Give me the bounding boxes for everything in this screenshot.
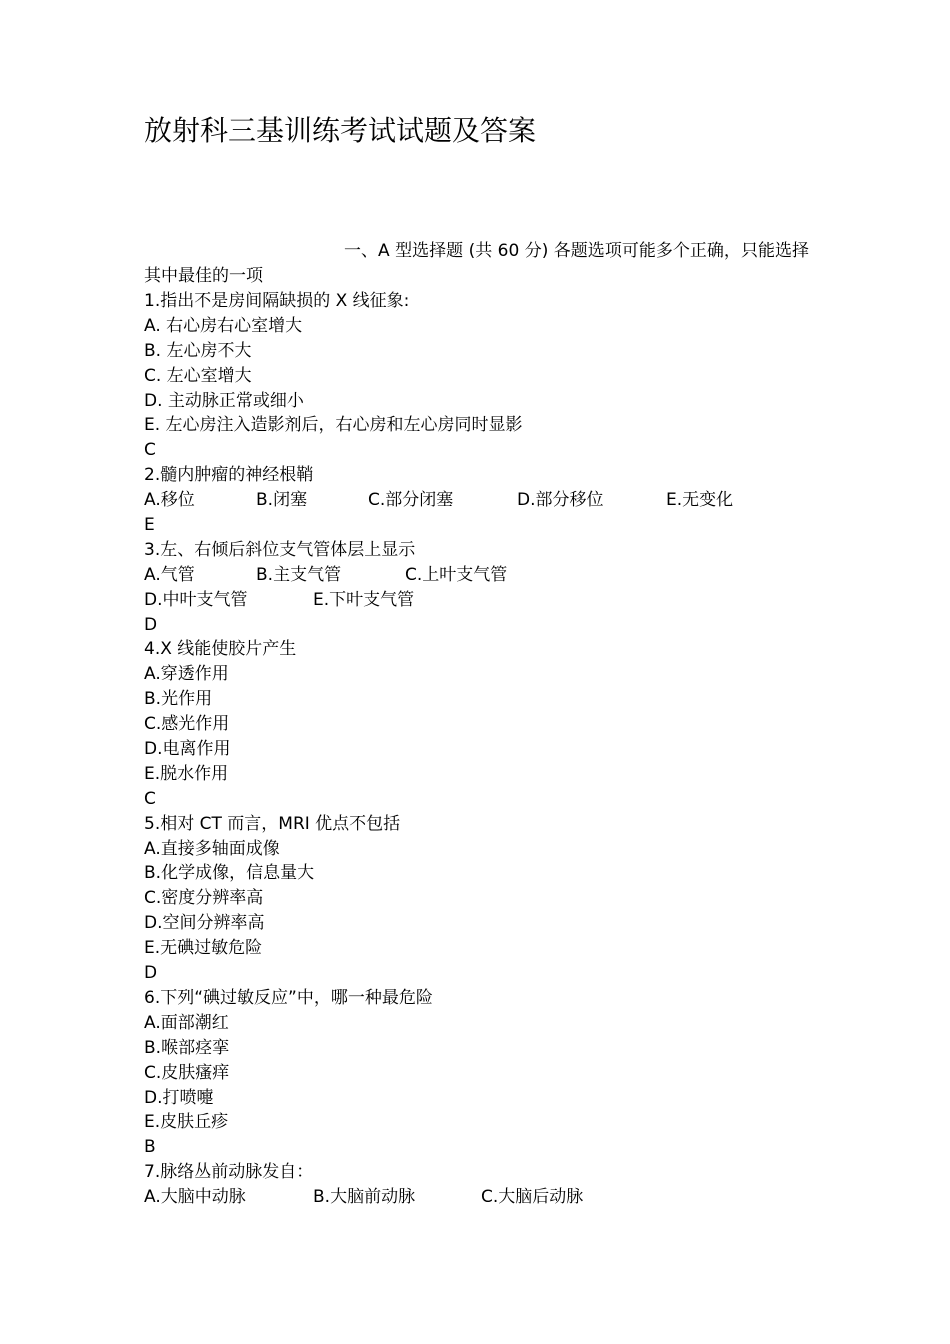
answer: C	[144, 440, 156, 461]
option-b: B.化学成像，信息量大	[144, 863, 315, 884]
question-stem: 1.指出不是房间隔缺损的 X 线征象:	[144, 291, 410, 311]
option-c: C.密度分辨率高	[144, 888, 264, 909]
option-d: D.空间分辨率高	[144, 913, 265, 934]
option-e: E.脱水作用	[144, 763, 229, 784]
option-e: E.下叶支气管	[313, 589, 415, 610]
option-a: A.大脑中动脉	[144, 1187, 246, 1208]
option-d: D.打喷嚏	[144, 1087, 214, 1108]
question-stem: 7.脉络丛前动脉发自：	[144, 1162, 314, 1183]
options-row	[144, 563, 809, 588]
option-a: A. 右心房右心室增大	[144, 315, 303, 336]
option-e: E.无碘过敏危险	[144, 938, 263, 959]
document-body	[144, 239, 809, 1210]
answer: D	[144, 614, 158, 635]
option-d: D.部分移位	[517, 490, 604, 511]
option-c: C.皮肤瘙痒	[144, 1062, 230, 1083]
question-6	[144, 986, 809, 1160]
option-c: C.部分闭塞	[368, 490, 454, 511]
option-c: C.大脑后动脉	[481, 1187, 584, 1208]
option-e: E.皮肤丘疹	[144, 1112, 229, 1133]
question-stem: 5.相对 CT 而言，MRI 优点不包括	[144, 813, 401, 834]
options-row	[144, 588, 809, 613]
answer: D	[144, 963, 158, 984]
option-c: C.上叶支气管	[405, 564, 508, 585]
option-b: B.大脑前动脉	[313, 1187, 416, 1208]
question-stem: 4.X 线能使胶片产生	[144, 639, 297, 660]
question-2	[144, 463, 809, 538]
option-d: D.电离作用	[144, 739, 231, 760]
option-a: A.气管	[144, 564, 195, 585]
question-stem: 3.左、右倾后斜位支气管体层上显示	[144, 539, 416, 560]
option-b: B.主支气管	[256, 564, 342, 585]
question-stem: 6.下列“碘过敏反应”中，哪一种最危险	[144, 987, 433, 1008]
option-d: D.中叶支气管	[144, 589, 248, 610]
question-5	[144, 812, 809, 986]
option-e: E.无变化	[666, 490, 734, 511]
answer: E	[144, 515, 155, 536]
option-a: A.直接多轴面成像	[144, 838, 280, 859]
option-a: A.移位	[144, 490, 195, 511]
option-b: B. 左心房不大	[144, 340, 252, 361]
options-row	[144, 488, 809, 513]
option-a: A.穿透作用	[144, 664, 229, 685]
section-intro: 一、A 型选择题 (共 60 分) 各题选项可能多个正确，只能选择其中最佳的一项	[144, 241, 809, 286]
question-3	[144, 538, 809, 638]
options-row	[144, 1185, 809, 1210]
option-b: B.光作用	[144, 689, 213, 710]
document-title: 放射科三基训练考试试题及答案	[144, 114, 537, 147]
question-stem: 2.髓内肿瘤的神经根鞘	[144, 465, 314, 486]
answer: C	[144, 788, 156, 809]
option-c: C. 左心室增大	[144, 365, 252, 386]
option-b: B.喉部痉挛	[144, 1037, 230, 1058]
option-d: D. 主动脉正常或细小	[144, 390, 304, 411]
answer: B	[144, 1137, 156, 1158]
question-7	[144, 1160, 809, 1210]
option-b: B.闭塞	[256, 490, 308, 511]
question-4	[144, 637, 809, 811]
option-a: A.面部潮红	[144, 1012, 229, 1033]
option-e: E. 左心房注入造影剂后，右心房和左心房同时显影	[144, 415, 523, 436]
question-1	[144, 289, 809, 463]
option-c: C.感光作用	[144, 714, 230, 735]
